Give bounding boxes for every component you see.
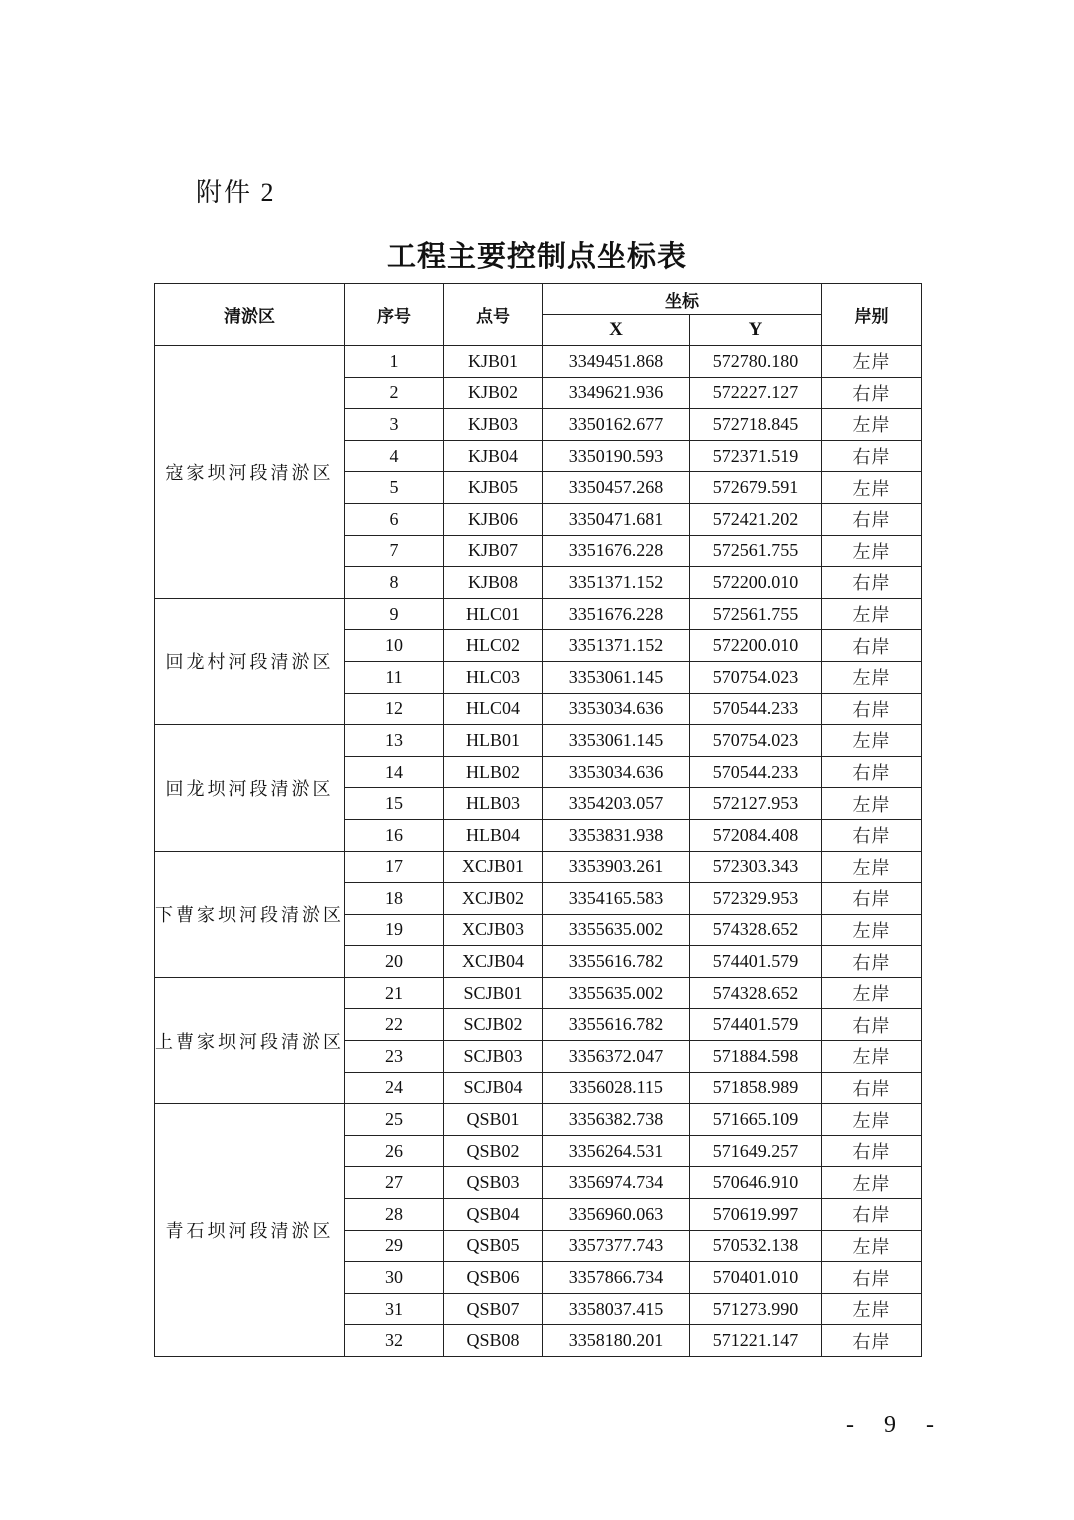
bank-cell: 右岸 [822, 693, 922, 725]
point-cell: HLC02 [444, 630, 543, 662]
page-title: 工程主要控制点坐标表 [386, 241, 687, 273]
bank-cell: 右岸 [822, 1199, 922, 1231]
x-cell: 3353034.636 [543, 756, 690, 788]
x-cell: 3351371.152 [543, 630, 690, 662]
table-row [155, 346, 922, 378]
table-row [155, 977, 922, 1009]
y-cell: 571884.598 [690, 1041, 822, 1073]
y-cell: 572679.591 [690, 472, 822, 504]
attachment-label: 附件 2 [196, 178, 276, 207]
x-cell: 3351676.228 [543, 535, 690, 567]
header-y: Y [690, 315, 822, 346]
header-coord: 坐标 [543, 284, 822, 315]
bank-cell: 左岸 [822, 661, 922, 693]
x-cell: 3355616.782 [543, 946, 690, 978]
y-cell: 570619.997 [690, 1199, 822, 1231]
bank-cell: 左岸 [822, 851, 922, 883]
seq-cell: 27 [345, 1167, 444, 1199]
bank-cell: 左岸 [822, 472, 922, 504]
y-cell: 571221.147 [690, 1325, 822, 1357]
point-cell: QSB05 [444, 1230, 543, 1262]
point-cell: QSB06 [444, 1262, 543, 1294]
x-cell: 3349451.868 [543, 346, 690, 378]
point-cell: XCJB03 [444, 914, 543, 946]
point-cell: KJB03 [444, 409, 543, 441]
point-cell: QSB03 [444, 1167, 543, 1199]
page-number: - 9 - [846, 1412, 946, 1438]
x-cell: 3350162.677 [543, 409, 690, 441]
seq-cell: 21 [345, 977, 444, 1009]
seq-cell: 6 [345, 503, 444, 535]
bank-cell: 右岸 [822, 377, 922, 409]
bank-cell: 右岸 [822, 756, 922, 788]
seq-cell: 8 [345, 567, 444, 599]
point-cell: HLC01 [444, 598, 543, 630]
zone-cell: 下曹家坝河段清淤区 [155, 851, 345, 977]
y-cell: 572561.755 [690, 535, 822, 567]
point-cell: XCJB02 [444, 883, 543, 915]
bank-cell: 左岸 [822, 977, 922, 1009]
header-x: X [543, 315, 690, 346]
bank-cell: 左岸 [822, 725, 922, 757]
seq-cell: 14 [345, 756, 444, 788]
bank-cell: 右岸 [822, 1072, 922, 1104]
point-cell: HLB04 [444, 819, 543, 851]
point-cell: QSB07 [444, 1293, 543, 1325]
zone-cell: 回龙村河段清淤区 [155, 598, 345, 724]
x-cell: 3356960.063 [543, 1199, 690, 1231]
seq-cell: 5 [345, 472, 444, 504]
point-cell: SCJB04 [444, 1072, 543, 1104]
x-cell: 3350457.268 [543, 472, 690, 504]
bank-cell: 左岸 [822, 788, 922, 820]
x-cell: 3350471.681 [543, 503, 690, 535]
x-cell: 3357866.734 [543, 1262, 690, 1294]
seq-cell: 11 [345, 661, 444, 693]
y-cell: 572371.519 [690, 440, 822, 472]
bank-cell: 右岸 [822, 819, 922, 851]
header-seq: 序号 [345, 284, 444, 346]
y-cell: 572303.343 [690, 851, 822, 883]
zone-cell: 寇家坝河段清淤区 [155, 346, 345, 599]
seq-cell: 7 [345, 535, 444, 567]
point-cell: HLB01 [444, 725, 543, 757]
bank-cell: 左岸 [822, 409, 922, 441]
point-cell: QSB04 [444, 1199, 543, 1231]
bank-cell: 左岸 [822, 535, 922, 567]
x-cell: 3356974.734 [543, 1167, 690, 1199]
y-cell: 570544.233 [690, 756, 822, 788]
bank-cell: 右岸 [822, 567, 922, 599]
bank-cell: 右岸 [822, 1135, 922, 1167]
x-cell: 3355635.002 [543, 914, 690, 946]
bank-cell: 左岸 [822, 914, 922, 946]
point-cell: KJB08 [444, 567, 543, 599]
y-cell: 571649.257 [690, 1135, 822, 1167]
table-row [155, 598, 922, 630]
y-cell: 571858.989 [690, 1072, 822, 1104]
x-cell: 3353903.261 [543, 851, 690, 883]
point-cell: KJB05 [444, 472, 543, 504]
y-cell: 570754.023 [690, 661, 822, 693]
y-cell: 572780.180 [690, 346, 822, 378]
y-cell: 572329.953 [690, 883, 822, 915]
y-cell: 572200.010 [690, 630, 822, 662]
table-body [155, 346, 922, 1357]
x-cell: 3351676.228 [543, 598, 690, 630]
table-row [155, 851, 922, 883]
seq-cell: 19 [345, 914, 444, 946]
y-cell: 570754.023 [690, 725, 822, 757]
zone-cell: 回龙坝河段清淤区 [155, 725, 345, 851]
y-cell: 570646.910 [690, 1167, 822, 1199]
bank-cell: 右岸 [822, 630, 922, 662]
y-cell: 571273.990 [690, 1293, 822, 1325]
x-cell: 3349621.936 [543, 377, 690, 409]
y-cell: 572084.408 [690, 819, 822, 851]
header-zone: 清淤区 [155, 284, 345, 346]
seq-cell: 18 [345, 883, 444, 915]
bank-cell: 右岸 [822, 1009, 922, 1041]
seq-cell: 2 [345, 377, 444, 409]
y-cell: 570532.138 [690, 1230, 822, 1262]
point-cell: KJB01 [444, 346, 543, 378]
zone-cell: 上曹家坝河段清淤区 [155, 977, 345, 1103]
point-cell: HLB03 [444, 788, 543, 820]
point-cell: SCJB03 [444, 1041, 543, 1073]
header-bank: 岸别 [822, 284, 922, 346]
seq-cell: 17 [345, 851, 444, 883]
x-cell: 3351371.152 [543, 567, 690, 599]
seq-cell: 26 [345, 1135, 444, 1167]
seq-cell: 20 [345, 946, 444, 978]
x-cell: 3356372.047 [543, 1041, 690, 1073]
table-row [155, 725, 922, 757]
seq-cell: 24 [345, 1072, 444, 1104]
point-cell: XCJB01 [444, 851, 543, 883]
seq-cell: 16 [345, 819, 444, 851]
bank-cell: 左岸 [822, 1230, 922, 1262]
bank-cell: 右岸 [822, 946, 922, 978]
bank-cell: 右岸 [822, 503, 922, 535]
point-cell: KJB04 [444, 440, 543, 472]
seq-cell: 22 [345, 1009, 444, 1041]
seq-cell: 13 [345, 725, 444, 757]
x-cell: 3353061.145 [543, 725, 690, 757]
point-cell: QSB02 [444, 1135, 543, 1167]
bank-cell: 右岸 [822, 440, 922, 472]
x-cell: 3356028.115 [543, 1072, 690, 1104]
seq-cell: 29 [345, 1230, 444, 1262]
seq-cell: 23 [345, 1041, 444, 1073]
x-cell: 3356264.531 [543, 1135, 690, 1167]
bank-cell: 左岸 [822, 346, 922, 378]
bank-cell: 左岸 [822, 1293, 922, 1325]
seq-cell: 28 [345, 1199, 444, 1231]
x-cell: 3353831.938 [543, 819, 690, 851]
point-cell: SCJB01 [444, 977, 543, 1009]
seq-cell: 32 [345, 1325, 444, 1357]
point-cell: KJB07 [444, 535, 543, 567]
point-cell: HLB02 [444, 756, 543, 788]
x-cell: 3355635.002 [543, 977, 690, 1009]
point-cell: HLC03 [444, 661, 543, 693]
y-cell: 570401.010 [690, 1262, 822, 1294]
bank-cell: 右岸 [822, 1325, 922, 1357]
zone-cell: 青石坝河段清淤区 [155, 1104, 345, 1357]
x-cell: 3355616.782 [543, 1009, 690, 1041]
bank-cell: 右岸 [822, 1262, 922, 1294]
seq-cell: 31 [345, 1293, 444, 1325]
table-header [155, 284, 922, 346]
y-cell: 572200.010 [690, 567, 822, 599]
x-cell: 3358180.201 [543, 1325, 690, 1357]
coordinate-table [154, 283, 922, 1357]
y-cell: 571665.109 [690, 1104, 822, 1136]
point-cell: QSB08 [444, 1325, 543, 1357]
x-cell: 3354203.057 [543, 788, 690, 820]
x-cell: 3350190.593 [543, 440, 690, 472]
point-cell: KJB06 [444, 503, 543, 535]
seq-cell: 10 [345, 630, 444, 662]
bank-cell: 左岸 [822, 1041, 922, 1073]
header-point: 点号 [444, 284, 543, 346]
seq-cell: 30 [345, 1262, 444, 1294]
seq-cell: 1 [345, 346, 444, 378]
seq-cell: 4 [345, 440, 444, 472]
bank-cell: 左岸 [822, 598, 922, 630]
seq-cell: 25 [345, 1104, 444, 1136]
x-cell: 3356382.738 [543, 1104, 690, 1136]
x-cell: 3358037.415 [543, 1293, 690, 1325]
seq-cell: 9 [345, 598, 444, 630]
point-cell: QSB01 [444, 1104, 543, 1136]
bank-cell: 左岸 [822, 1167, 922, 1199]
seq-cell: 3 [345, 409, 444, 441]
table-row [155, 1104, 922, 1136]
y-cell: 572718.845 [690, 409, 822, 441]
seq-cell: 12 [345, 693, 444, 725]
y-cell: 572227.127 [690, 377, 822, 409]
y-cell: 574328.652 [690, 914, 822, 946]
y-cell: 570544.233 [690, 693, 822, 725]
point-cell: SCJB02 [444, 1009, 543, 1041]
y-cell: 574401.579 [690, 1009, 822, 1041]
y-cell: 574328.652 [690, 977, 822, 1009]
seq-cell: 15 [345, 788, 444, 820]
x-cell: 3357377.743 [543, 1230, 690, 1262]
point-cell: HLC04 [444, 693, 543, 725]
point-cell: KJB02 [444, 377, 543, 409]
bank-cell: 右岸 [822, 883, 922, 915]
bank-cell: 左岸 [822, 1104, 922, 1136]
y-cell: 574401.579 [690, 946, 822, 978]
x-cell: 3353034.636 [543, 693, 690, 725]
y-cell: 572421.202 [690, 503, 822, 535]
y-cell: 572127.953 [690, 788, 822, 820]
y-cell: 572561.755 [690, 598, 822, 630]
point-cell: XCJB04 [444, 946, 543, 978]
x-cell: 3354165.583 [543, 883, 690, 915]
x-cell: 3353061.145 [543, 661, 690, 693]
